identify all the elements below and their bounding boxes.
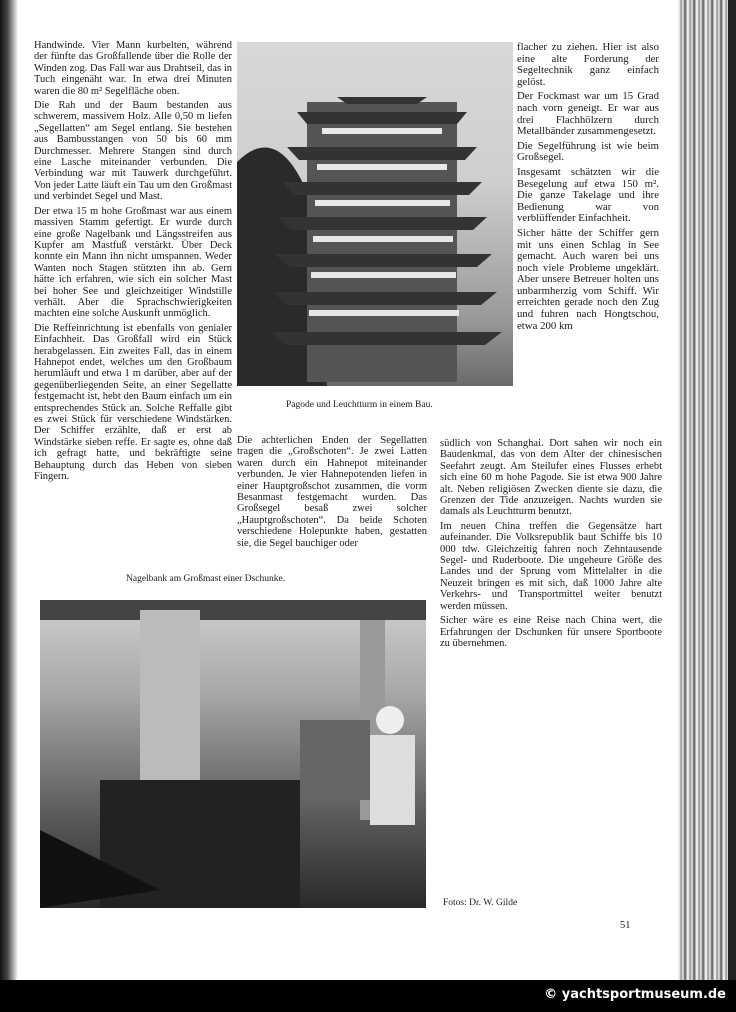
- paragraph: Die Reffeinrichtung ist ebenfalls von genialer Einfachheit. Das Großfall wird ein Stück herabgelassen. Ein zweites Fall, das in einem Hahnepot endet, welches um den Großbaum herumläuft und etwa 1 m darüber, aber auf der gegenüberliegenden Seite, an einer Segellatte festgemacht ist, hebt den Baum einfach um ein entsprechendes Stück an. Solche Reffalle gibt es zwei Stück für verschiedene Windstärken. Der Schiffer erzählte, daß er erst ab Windstärke sieben reffe. Er sagte es, ohne daß ich gefragt hatte, und bekräftigte seine Behauptung durch das Heben von sieben Fingern.: [34, 322, 232, 483]
- pagoda-photo: [237, 42, 513, 386]
- watermark-text: © yachtsportmuseum.de: [544, 987, 726, 1002]
- page-number: 51: [620, 920, 631, 931]
- nagelbank-photo: [40, 600, 426, 908]
- middle-column: [237, 435, 427, 552]
- right-bottom-column: [440, 438, 662, 652]
- paragraph: Handwinde. Vier Mann kurbelten, während der fünfte das Großfallende über die Rolle der Winden zog. Das Fall war aus Drahtseil, das in Tuch eingenäht war. In etwa drei Minuten waren die 80 m² Segelfläche oben.: [34, 40, 232, 97]
- nagelbank-caption: Nagelbank am Großmast einer Dschunke.: [126, 574, 286, 584]
- left-column: [34, 40, 232, 485]
- paragraph: südlich von Schanghai. Dort sahen wir noch ein Baudenkmal, das von dem Alter der chinesischen Seefahrt zeugt. Am Steilufer eines Flusses erhebt sich eine 60 m hohe Pagode. Sie ist etwa 900 Jahre alt. Neben religiösen Zwecken diente sie dazu, die Grenzen der Tide anzuzeigen. Nachts wurden sie damals als Leuchtturm benutzt.: [440, 438, 662, 518]
- right-top-column: [517, 42, 659, 335]
- paragraph: Sicher hätte der Schiffer gern mit uns einen Schlag in See gemacht. Auch waren bei uns noch viele Probleme ungeklärt. Aber unsere Betreuer holten uns unbarmherzig vom Schiff. Wir erreichten gerade noch den Zug und fuhren nach Hongtschou, etwa 200 km: [517, 226, 659, 332]
- paragraph: Der etwa 15 m hohe Großmast war aus einem massiven Stamm gefertigt. Er wurde durch eine große Nagelbank und Längsstreifen aus Kupfer am Mastfuß verstärkt. Über Deck konnte ein Mann ihn nicht umspannen. Weder Wanten noch Stagen stützten ihn ab. Gern hätte ich erfahren, wie sich ein solcher Mast bei hoher See und gleichzeitiger Windstille verhält. Aber die Sprachschwierigkeiten machten eine solche Auskunft unmöglich.: [34, 205, 232, 320]
- paragraph: Im neuen China treffen die Gegensätze hart aufeinander. Die Volksrepublik baut Schiffe bis 10 000 tdw. Gleichzeitig fahren noch Zehntausende Segel- und Ruderboote. Die ungeheure Größe des Landes und der Sprung vom Mittelalter in die Neuzeit bringen es mit sich, daß 1000 Jahre alte Verkehrs- und Transportmittel weiter benutzt werden müssen.: [440, 520, 662, 612]
- photo-credits: Fotos: Dr. W. Gilde: [443, 898, 518, 908]
- book-gutter-shadow: [0, 0, 18, 980]
- paragraph: Insgesamt schätzten wir die Besegelung auf etwa 150 m². Die ganze Takelage und ihre Bedienung war von verblüffender Einfachheit.: [517, 165, 659, 225]
- pagoda-caption: Pagode und Leuchtturm in einem Bau.: [286, 400, 433, 410]
- watermark-bar: [0, 980, 736, 1012]
- paragraph: Sicher wäre es eine Reise nach China wert, die Erfahrungen der Dschunken für unsere Sportboote zu übernehmen.: [440, 615, 662, 649]
- paragraph: Die Rah und der Baum bestanden aus schwerem, massivem Holz. Alle 0,50 m liefen „Segellatten“ am Segel entlang. Sie bestehen aus Bambusstangen von 50 bis 60 mm Durchmesser. Mehrere Stangen sind durch eine Lasche miteinander verbunden. Die Verbindung war mit Tauwerk durchgeführt. Von jeder Latte läuft ein Tau um den Großmast und verbindet Segel und Mast.: [34, 100, 232, 203]
- paragraph: flacher zu ziehen. Hier ist also eine alte Forderung der Segeltechnik ganz einfach gelöst.: [517, 41, 659, 88]
- paragraph: Die achterlichen Enden der Segellatten tragen die „Großschoten“. Je zwei Latten waren durch ein Hahnepot miteinander verbunden. Je vier Hahnepotenden liefen in einer Hauptgroßschot zusammen, die vorm Besanmast festgemacht wurden. Das Großsegel besaß zwei solcher „Hauptgroßschoten“. Da beide Schoten verschiedene Holepunkte haben, gestatten sie, die Segel bauchiger oder: [237, 435, 427, 549]
- page-stack-edge: [678, 0, 736, 980]
- paragraph: Die Segelführung ist wie beim Großsegel.: [517, 139, 659, 164]
- paragraph: Der Fockmast war um 15 Grad nach vorn geneigt. Er war aus drei Flachhölzern durch Metallbänder zusammengesetzt.: [517, 90, 659, 138]
